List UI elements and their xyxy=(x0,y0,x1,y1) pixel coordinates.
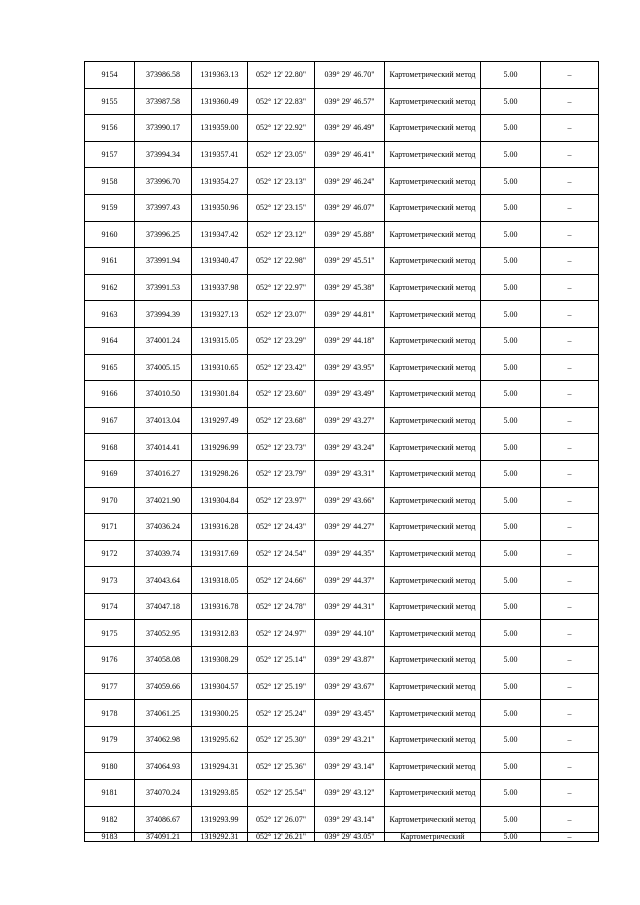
point-number-cell: 9179 xyxy=(85,726,135,753)
x-coordinate-cell: 374047.18 xyxy=(135,593,192,620)
description-cell: – xyxy=(541,62,599,89)
accuracy-cell: 5.00 xyxy=(481,327,541,354)
accuracy-cell: 5.00 xyxy=(481,274,541,301)
y-coordinate-cell: 1319316.28 xyxy=(192,514,248,541)
table-row xyxy=(85,593,599,620)
x-coordinate-cell: 374059.66 xyxy=(135,673,192,700)
description-cell: – xyxy=(541,647,599,674)
accuracy-cell: 5.00 xyxy=(481,726,541,753)
point-number-cell: 9166 xyxy=(85,381,135,408)
description-cell: – xyxy=(541,221,599,248)
accuracy-cell: 5.00 xyxy=(481,354,541,381)
method-cell: Картометрический метод xyxy=(385,434,481,461)
method-cell: Картометрический метод xyxy=(385,168,481,195)
method-cell: Картометрический метод xyxy=(385,354,481,381)
x-coordinate-cell: 373997.43 xyxy=(135,194,192,221)
table-row xyxy=(85,620,599,647)
description-cell: – xyxy=(541,673,599,700)
method-cell: Картометрический метод xyxy=(385,194,481,221)
method-cell: Картометрический метод xyxy=(385,780,481,807)
description-cell: – xyxy=(541,833,599,842)
longitude-cell: 039° 29' 44.10" xyxy=(315,620,385,647)
latitude-cell: 052° 12' 23.29" xyxy=(248,327,315,354)
description-cell: – xyxy=(541,593,599,620)
point-number-cell: 9180 xyxy=(85,753,135,780)
table-row xyxy=(85,514,599,541)
table-row xyxy=(85,487,599,514)
y-coordinate-cell: 1319315.05 xyxy=(192,327,248,354)
accuracy-cell: 5.00 xyxy=(481,673,541,700)
accuracy-cell: 5.00 xyxy=(481,514,541,541)
latitude-cell: 052° 12' 23.15" xyxy=(248,194,315,221)
document-page xyxy=(84,61,598,842)
table-row xyxy=(85,806,599,833)
latitude-cell: 052° 12' 23.73" xyxy=(248,434,315,461)
table-row xyxy=(85,460,599,487)
latitude-cell: 052° 12' 22.92" xyxy=(248,115,315,142)
x-coordinate-cell: 374005.15 xyxy=(135,354,192,381)
point-number-cell: 9154 xyxy=(85,62,135,89)
longitude-cell: 039° 29' 46.57" xyxy=(315,88,385,115)
x-coordinate-cell: 373987.58 xyxy=(135,88,192,115)
x-coordinate-cell: 374010.50 xyxy=(135,381,192,408)
y-coordinate-cell: 1319347.42 xyxy=(192,221,248,248)
accuracy-cell: 5.00 xyxy=(481,88,541,115)
description-cell: – xyxy=(541,274,599,301)
description-cell: – xyxy=(541,88,599,115)
point-number-cell: 9160 xyxy=(85,221,135,248)
method-cell: Картометрический метод xyxy=(385,700,481,727)
table-row xyxy=(85,381,599,408)
latitude-cell: 052° 12' 22.98" xyxy=(248,248,315,275)
description-cell: – xyxy=(541,407,599,434)
point-number-cell: 9171 xyxy=(85,514,135,541)
y-coordinate-cell: 1319350.96 xyxy=(192,194,248,221)
y-coordinate-cell: 1319316.78 xyxy=(192,593,248,620)
latitude-cell: 052° 12' 25.54" xyxy=(248,780,315,807)
method-cell: Картометрический метод xyxy=(385,88,481,115)
method-cell: Картометрический метод xyxy=(385,274,481,301)
description-cell: – xyxy=(541,434,599,461)
point-number-cell: 9172 xyxy=(85,540,135,567)
accuracy-cell: 5.00 xyxy=(481,567,541,594)
table-row xyxy=(85,327,599,354)
accuracy-cell: 5.00 xyxy=(481,141,541,168)
x-coordinate-cell: 374016.27 xyxy=(135,460,192,487)
accuracy-cell: 5.00 xyxy=(481,248,541,275)
x-coordinate-cell: 374001.24 xyxy=(135,327,192,354)
x-coordinate-cell: 374013.04 xyxy=(135,407,192,434)
method-cell: Картометрический метод xyxy=(385,460,481,487)
table-row xyxy=(85,88,599,115)
point-number-cell: 9161 xyxy=(85,248,135,275)
y-coordinate-cell: 1319300.25 xyxy=(192,700,248,727)
y-coordinate-cell: 1319354.27 xyxy=(192,168,248,195)
method-cell: Картометрический метод xyxy=(385,593,481,620)
method-cell: Картометрический метод xyxy=(385,753,481,780)
y-coordinate-cell: 1319297.49 xyxy=(192,407,248,434)
accuracy-cell: 5.00 xyxy=(481,460,541,487)
table-body xyxy=(85,62,599,842)
y-coordinate-cell: 1319340.47 xyxy=(192,248,248,275)
x-coordinate-cell: 373996.70 xyxy=(135,168,192,195)
y-coordinate-cell: 1319317.69 xyxy=(192,540,248,567)
method-cell: Картометрический xyxy=(385,833,481,842)
accuracy-cell: 5.00 xyxy=(481,647,541,674)
description-cell: – xyxy=(541,726,599,753)
description-cell: – xyxy=(541,460,599,487)
method-cell: Картометрический метод xyxy=(385,540,481,567)
latitude-cell: 052° 12' 23.60" xyxy=(248,381,315,408)
point-number-cell: 9159 xyxy=(85,194,135,221)
description-cell: – xyxy=(541,620,599,647)
accuracy-cell: 5.00 xyxy=(481,194,541,221)
latitude-cell: 052° 12' 23.97" xyxy=(248,487,315,514)
longitude-cell: 039° 29' 46.41" xyxy=(315,141,385,168)
table-row xyxy=(85,540,599,567)
x-coordinate-cell: 374061.25 xyxy=(135,700,192,727)
table-row xyxy=(85,62,599,89)
longitude-cell: 039° 29' 44.37" xyxy=(315,567,385,594)
y-coordinate-cell: 1319304.84 xyxy=(192,487,248,514)
table-row xyxy=(85,274,599,301)
point-number-cell: 9157 xyxy=(85,141,135,168)
description-cell: – xyxy=(541,567,599,594)
accuracy-cell: 5.00 xyxy=(481,487,541,514)
y-coordinate-cell: 1319308.29 xyxy=(192,647,248,674)
method-cell: Картометрический метод xyxy=(385,407,481,434)
latitude-cell: 052° 12' 24.78" xyxy=(248,593,315,620)
coordinates-table xyxy=(84,61,599,842)
x-coordinate-cell: 373991.94 xyxy=(135,248,192,275)
longitude-cell: 039° 29' 46.07" xyxy=(315,194,385,221)
longitude-cell: 039° 29' 43.14" xyxy=(315,753,385,780)
longitude-cell: 039° 29' 43.66" xyxy=(315,487,385,514)
longitude-cell: 039° 29' 45.88" xyxy=(315,221,385,248)
longitude-cell: 039° 29' 43.31" xyxy=(315,460,385,487)
method-cell: Картометрический метод xyxy=(385,141,481,168)
y-coordinate-cell: 1319292.31 xyxy=(192,833,248,842)
point-number-cell: 9181 xyxy=(85,780,135,807)
latitude-cell: 052° 12' 26.07" xyxy=(248,806,315,833)
x-coordinate-cell: 373994.34 xyxy=(135,141,192,168)
table-row xyxy=(85,407,599,434)
point-number-cell: 9164 xyxy=(85,327,135,354)
table-row xyxy=(85,753,599,780)
point-number-cell: 9173 xyxy=(85,567,135,594)
x-coordinate-cell: 374021.90 xyxy=(135,487,192,514)
x-coordinate-cell: 374064.93 xyxy=(135,753,192,780)
longitude-cell: 039° 29' 43.21" xyxy=(315,726,385,753)
y-coordinate-cell: 1319296.99 xyxy=(192,434,248,461)
y-coordinate-cell: 1319298.26 xyxy=(192,460,248,487)
accuracy-cell: 5.00 xyxy=(481,753,541,780)
method-cell: Картометрический метод xyxy=(385,248,481,275)
latitude-cell: 052° 12' 25.30" xyxy=(248,726,315,753)
longitude-cell: 039° 29' 46.24" xyxy=(315,168,385,195)
point-number-cell: 9158 xyxy=(85,168,135,195)
x-coordinate-cell: 374036.24 xyxy=(135,514,192,541)
longitude-cell: 039° 29' 44.35" xyxy=(315,540,385,567)
y-coordinate-cell: 1319363.13 xyxy=(192,62,248,89)
y-coordinate-cell: 1319359.00 xyxy=(192,115,248,142)
method-cell: Картометрический метод xyxy=(385,514,481,541)
accuracy-cell: 5.00 xyxy=(481,540,541,567)
description-cell: – xyxy=(541,381,599,408)
method-cell: Картометрический метод xyxy=(385,62,481,89)
accuracy-cell: 5.00 xyxy=(481,221,541,248)
table-row xyxy=(85,700,599,727)
latitude-cell: 052° 12' 26.21" xyxy=(248,833,315,842)
point-number-cell: 9162 xyxy=(85,274,135,301)
method-cell: Картометрический метод xyxy=(385,806,481,833)
x-coordinate-cell: 374062.98 xyxy=(135,726,192,753)
accuracy-cell: 5.00 xyxy=(481,407,541,434)
table-row xyxy=(85,301,599,328)
description-cell: – xyxy=(541,194,599,221)
latitude-cell: 052° 12' 22.83" xyxy=(248,88,315,115)
description-cell: – xyxy=(541,806,599,833)
point-number-cell: 9177 xyxy=(85,673,135,700)
table-row xyxy=(85,673,599,700)
accuracy-cell: 5.00 xyxy=(481,833,541,842)
point-number-cell: 9155 xyxy=(85,88,135,115)
table-row xyxy=(85,115,599,142)
accuracy-cell: 5.00 xyxy=(481,301,541,328)
latitude-cell: 052° 12' 24.43" xyxy=(248,514,315,541)
longitude-cell: 039° 29' 44.27" xyxy=(315,514,385,541)
method-cell: Картометрический метод xyxy=(385,673,481,700)
x-coordinate-cell: 374086.67 xyxy=(135,806,192,833)
latitude-cell: 052° 12' 22.80" xyxy=(248,62,315,89)
latitude-cell: 052° 12' 23.12" xyxy=(248,221,315,248)
accuracy-cell: 5.00 xyxy=(481,620,541,647)
point-number-cell: 9170 xyxy=(85,487,135,514)
y-coordinate-cell: 1319301.84 xyxy=(192,381,248,408)
table-row xyxy=(85,567,599,594)
point-number-cell: 9175 xyxy=(85,620,135,647)
longitude-cell: 039° 29' 43.49" xyxy=(315,381,385,408)
method-cell: Картометрический метод xyxy=(385,381,481,408)
description-cell: – xyxy=(541,753,599,780)
x-coordinate-cell: 374014.41 xyxy=(135,434,192,461)
method-cell: Картометрический метод xyxy=(385,221,481,248)
x-coordinate-cell: 374043.64 xyxy=(135,567,192,594)
point-number-cell: 9156 xyxy=(85,115,135,142)
y-coordinate-cell: 1319318.05 xyxy=(192,567,248,594)
description-cell: – xyxy=(541,487,599,514)
method-cell: Картометрический метод xyxy=(385,726,481,753)
latitude-cell: 052° 12' 25.14" xyxy=(248,647,315,674)
y-coordinate-cell: 1319357.41 xyxy=(192,141,248,168)
point-number-cell: 9178 xyxy=(85,700,135,727)
x-coordinate-cell: 374070.24 xyxy=(135,780,192,807)
table-row xyxy=(85,168,599,195)
latitude-cell: 052° 12' 23.05" xyxy=(248,141,315,168)
description-cell: – xyxy=(541,141,599,168)
longitude-cell: 039° 29' 45.51" xyxy=(315,248,385,275)
y-coordinate-cell: 1319360.49 xyxy=(192,88,248,115)
accuracy-cell: 5.00 xyxy=(481,62,541,89)
longitude-cell: 039° 29' 43.87" xyxy=(315,647,385,674)
method-cell: Картометрический метод xyxy=(385,301,481,328)
description-cell: – xyxy=(541,540,599,567)
description-cell: – xyxy=(541,115,599,142)
method-cell: Картометрический метод xyxy=(385,620,481,647)
point-number-cell: 9167 xyxy=(85,407,135,434)
longitude-cell: 039° 29' 43.05" xyxy=(315,833,385,842)
y-coordinate-cell: 1319310.65 xyxy=(192,354,248,381)
longitude-cell: 039° 29' 43.95" xyxy=(315,354,385,381)
longitude-cell: 039° 29' 44.31" xyxy=(315,593,385,620)
latitude-cell: 052° 12' 23.68" xyxy=(248,407,315,434)
table-row xyxy=(85,354,599,381)
accuracy-cell: 5.00 xyxy=(481,780,541,807)
table-row xyxy=(85,221,599,248)
x-coordinate-cell: 373994.39 xyxy=(135,301,192,328)
longitude-cell: 039° 29' 44.81" xyxy=(315,301,385,328)
table-row xyxy=(85,647,599,674)
longitude-cell: 039° 29' 43.14" xyxy=(315,806,385,833)
description-cell: – xyxy=(541,301,599,328)
longitude-cell: 039° 29' 43.45" xyxy=(315,700,385,727)
longitude-cell: 039° 29' 46.49" xyxy=(315,115,385,142)
point-number-cell: 9165 xyxy=(85,354,135,381)
y-coordinate-cell: 1319304.57 xyxy=(192,673,248,700)
method-cell: Картометрический метод xyxy=(385,647,481,674)
latitude-cell: 052° 12' 25.36" xyxy=(248,753,315,780)
y-coordinate-cell: 1319294.31 xyxy=(192,753,248,780)
y-coordinate-cell: 1319293.99 xyxy=(192,806,248,833)
table-row xyxy=(85,726,599,753)
description-cell: – xyxy=(541,514,599,541)
point-number-cell: 9182 xyxy=(85,806,135,833)
y-coordinate-cell: 1319312.83 xyxy=(192,620,248,647)
longitude-cell: 039° 29' 46.70" xyxy=(315,62,385,89)
accuracy-cell: 5.00 xyxy=(481,700,541,727)
method-cell: Картометрический метод xyxy=(385,327,481,354)
y-coordinate-cell: 1319293.85 xyxy=(192,780,248,807)
latitude-cell: 052° 12' 25.19" xyxy=(248,673,315,700)
x-coordinate-cell: 374039.74 xyxy=(135,540,192,567)
description-cell: – xyxy=(541,248,599,275)
table-row xyxy=(85,434,599,461)
point-number-cell: 9163 xyxy=(85,301,135,328)
description-cell: – xyxy=(541,168,599,195)
longitude-cell: 039° 29' 43.24" xyxy=(315,434,385,461)
table-row xyxy=(85,194,599,221)
description-cell: – xyxy=(541,700,599,727)
accuracy-cell: 5.00 xyxy=(481,593,541,620)
latitude-cell: 052° 12' 24.66" xyxy=(248,567,315,594)
latitude-cell: 052° 12' 23.42" xyxy=(248,354,315,381)
longitude-cell: 039° 29' 45.38" xyxy=(315,274,385,301)
accuracy-cell: 5.00 xyxy=(481,115,541,142)
latitude-cell: 052° 12' 24.97" xyxy=(248,620,315,647)
latitude-cell: 052° 12' 25.24" xyxy=(248,700,315,727)
latitude-cell: 052° 12' 22.97" xyxy=(248,274,315,301)
description-cell: – xyxy=(541,354,599,381)
x-coordinate-cell: 373990.17 xyxy=(135,115,192,142)
accuracy-cell: 5.00 xyxy=(481,806,541,833)
latitude-cell: 052° 12' 23.13" xyxy=(248,168,315,195)
latitude-cell: 052° 12' 23.07" xyxy=(248,301,315,328)
description-cell: – xyxy=(541,780,599,807)
longitude-cell: 039° 29' 43.12" xyxy=(315,780,385,807)
longitude-cell: 039° 29' 44.18" xyxy=(315,327,385,354)
table-row xyxy=(85,780,599,807)
accuracy-cell: 5.00 xyxy=(481,168,541,195)
point-number-cell: 9183 xyxy=(85,833,135,842)
y-coordinate-cell: 1319295.62 xyxy=(192,726,248,753)
latitude-cell: 052° 12' 24.54" xyxy=(248,540,315,567)
x-coordinate-cell: 374052.95 xyxy=(135,620,192,647)
table-row xyxy=(85,141,599,168)
x-coordinate-cell: 374091.21 xyxy=(135,833,192,842)
latitude-cell: 052° 12' 23.79" xyxy=(248,460,315,487)
description-cell: – xyxy=(541,327,599,354)
longitude-cell: 039° 29' 43.27" xyxy=(315,407,385,434)
x-coordinate-cell: 373986.58 xyxy=(135,62,192,89)
table-row xyxy=(85,248,599,275)
point-number-cell: 9169 xyxy=(85,460,135,487)
accuracy-cell: 5.00 xyxy=(481,381,541,408)
point-number-cell: 9176 xyxy=(85,647,135,674)
point-number-cell: 9174 xyxy=(85,593,135,620)
longitude-cell: 039° 29' 43.67" xyxy=(315,673,385,700)
table-row xyxy=(85,833,599,842)
x-coordinate-cell: 373996.25 xyxy=(135,221,192,248)
y-coordinate-cell: 1319327.13 xyxy=(192,301,248,328)
y-coordinate-cell: 1319337.98 xyxy=(192,274,248,301)
point-number-cell: 9168 xyxy=(85,434,135,461)
x-coordinate-cell: 374058.08 xyxy=(135,647,192,674)
method-cell: Картометрический метод xyxy=(385,487,481,514)
x-coordinate-cell: 373991.53 xyxy=(135,274,192,301)
method-cell: Картометрический метод xyxy=(385,115,481,142)
method-cell: Картометрический метод xyxy=(385,567,481,594)
accuracy-cell: 5.00 xyxy=(481,434,541,461)
